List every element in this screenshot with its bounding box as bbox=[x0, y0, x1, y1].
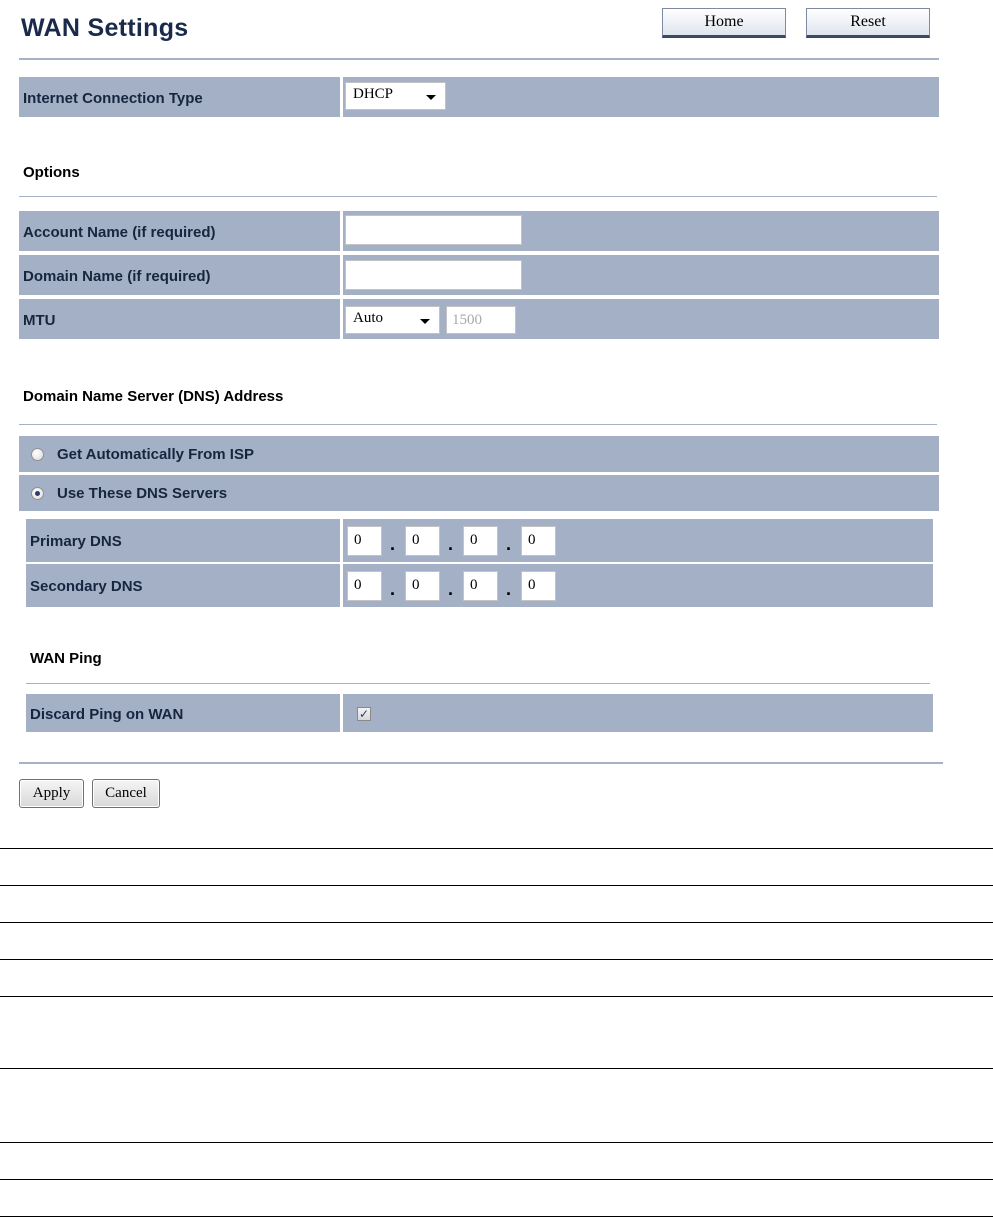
dns-manual-label: Use These DNS Servers bbox=[57, 485, 228, 502]
discard-ping-label: Discard Ping on WAN bbox=[30, 706, 184, 723]
primary-dns-octet-4[interactable]: 0 bbox=[521, 526, 556, 556]
mtu-value-input[interactable]: 1500 bbox=[446, 306, 516, 334]
page-title: WAN Settings bbox=[21, 14, 189, 42]
account-name-label: Account Name (if required) bbox=[23, 224, 216, 241]
dns-auto-radio[interactable] bbox=[31, 448, 44, 461]
cancel-button[interactable]: Cancel bbox=[92, 779, 160, 808]
dns-manual-radio[interactable] bbox=[31, 487, 44, 500]
secondary-dns-octet-1[interactable]: 0 bbox=[347, 571, 382, 601]
domain-name-label: Domain Name (if required) bbox=[23, 268, 211, 285]
ip-separator: . bbox=[390, 579, 396, 599]
wan-ping-heading: WAN Ping bbox=[30, 650, 102, 667]
secondary-dns-octet-3[interactable]: 0 bbox=[463, 571, 498, 601]
table-rule bbox=[0, 885, 993, 886]
chevron-down-icon bbox=[426, 95, 436, 100]
ip-separator: . bbox=[506, 534, 512, 554]
mtu-mode-value: Auto bbox=[353, 310, 383, 326]
account-name-input[interactable] bbox=[345, 215, 522, 245]
ip-separator: . bbox=[448, 534, 454, 554]
secondary-dns-octet-2[interactable]: 0 bbox=[405, 571, 440, 601]
primary-dns-octet-1[interactable]: 0 bbox=[347, 526, 382, 556]
table-rule bbox=[0, 996, 993, 997]
reset-button[interactable]: Reset bbox=[806, 8, 930, 38]
table-rule bbox=[0, 1142, 993, 1143]
dns-auto-label: Get Automatically From ISP bbox=[57, 446, 254, 463]
table-rule bbox=[0, 848, 993, 849]
apply-button[interactable]: Apply bbox=[19, 779, 84, 808]
connection-type-select[interactable] bbox=[345, 82, 446, 110]
primary-dns-octet-3[interactable]: 0 bbox=[463, 526, 498, 556]
table-rule bbox=[0, 1179, 993, 1180]
ip-separator: . bbox=[506, 579, 512, 599]
checkmark-icon: ✓ bbox=[358, 707, 370, 721]
dns-heading: Domain Name Server (DNS) Address bbox=[23, 388, 284, 405]
table-rule bbox=[0, 959, 993, 960]
connection-type-value: DHCP bbox=[353, 86, 394, 102]
table-rule bbox=[0, 922, 993, 923]
ip-separator: . bbox=[390, 534, 396, 554]
chevron-down-icon bbox=[420, 319, 430, 324]
options-divider bbox=[19, 196, 937, 197]
home-button[interactable]: Home bbox=[662, 8, 786, 38]
primary-dns-label: Primary DNS bbox=[30, 533, 122, 550]
primary-dns-octet-2[interactable]: 0 bbox=[405, 526, 440, 556]
wan-ping-divider bbox=[26, 683, 930, 684]
mtu-label: MTU bbox=[23, 312, 56, 329]
domain-name-input[interactable] bbox=[345, 260, 522, 290]
table-rule bbox=[0, 1068, 993, 1069]
footer-divider bbox=[19, 762, 943, 764]
header-divider bbox=[19, 58, 939, 60]
secondary-dns-octet-4[interactable]: 0 bbox=[521, 571, 556, 601]
mtu-mode-select[interactable] bbox=[345, 306, 440, 334]
dns-divider bbox=[19, 424, 937, 425]
connection-type-label: Internet Connection Type bbox=[23, 90, 203, 107]
discard-ping-checkbox[interactable] bbox=[357, 707, 371, 721]
ip-separator: . bbox=[448, 579, 454, 599]
secondary-dns-label: Secondary DNS bbox=[30, 578, 143, 595]
options-heading: Options bbox=[23, 164, 80, 181]
